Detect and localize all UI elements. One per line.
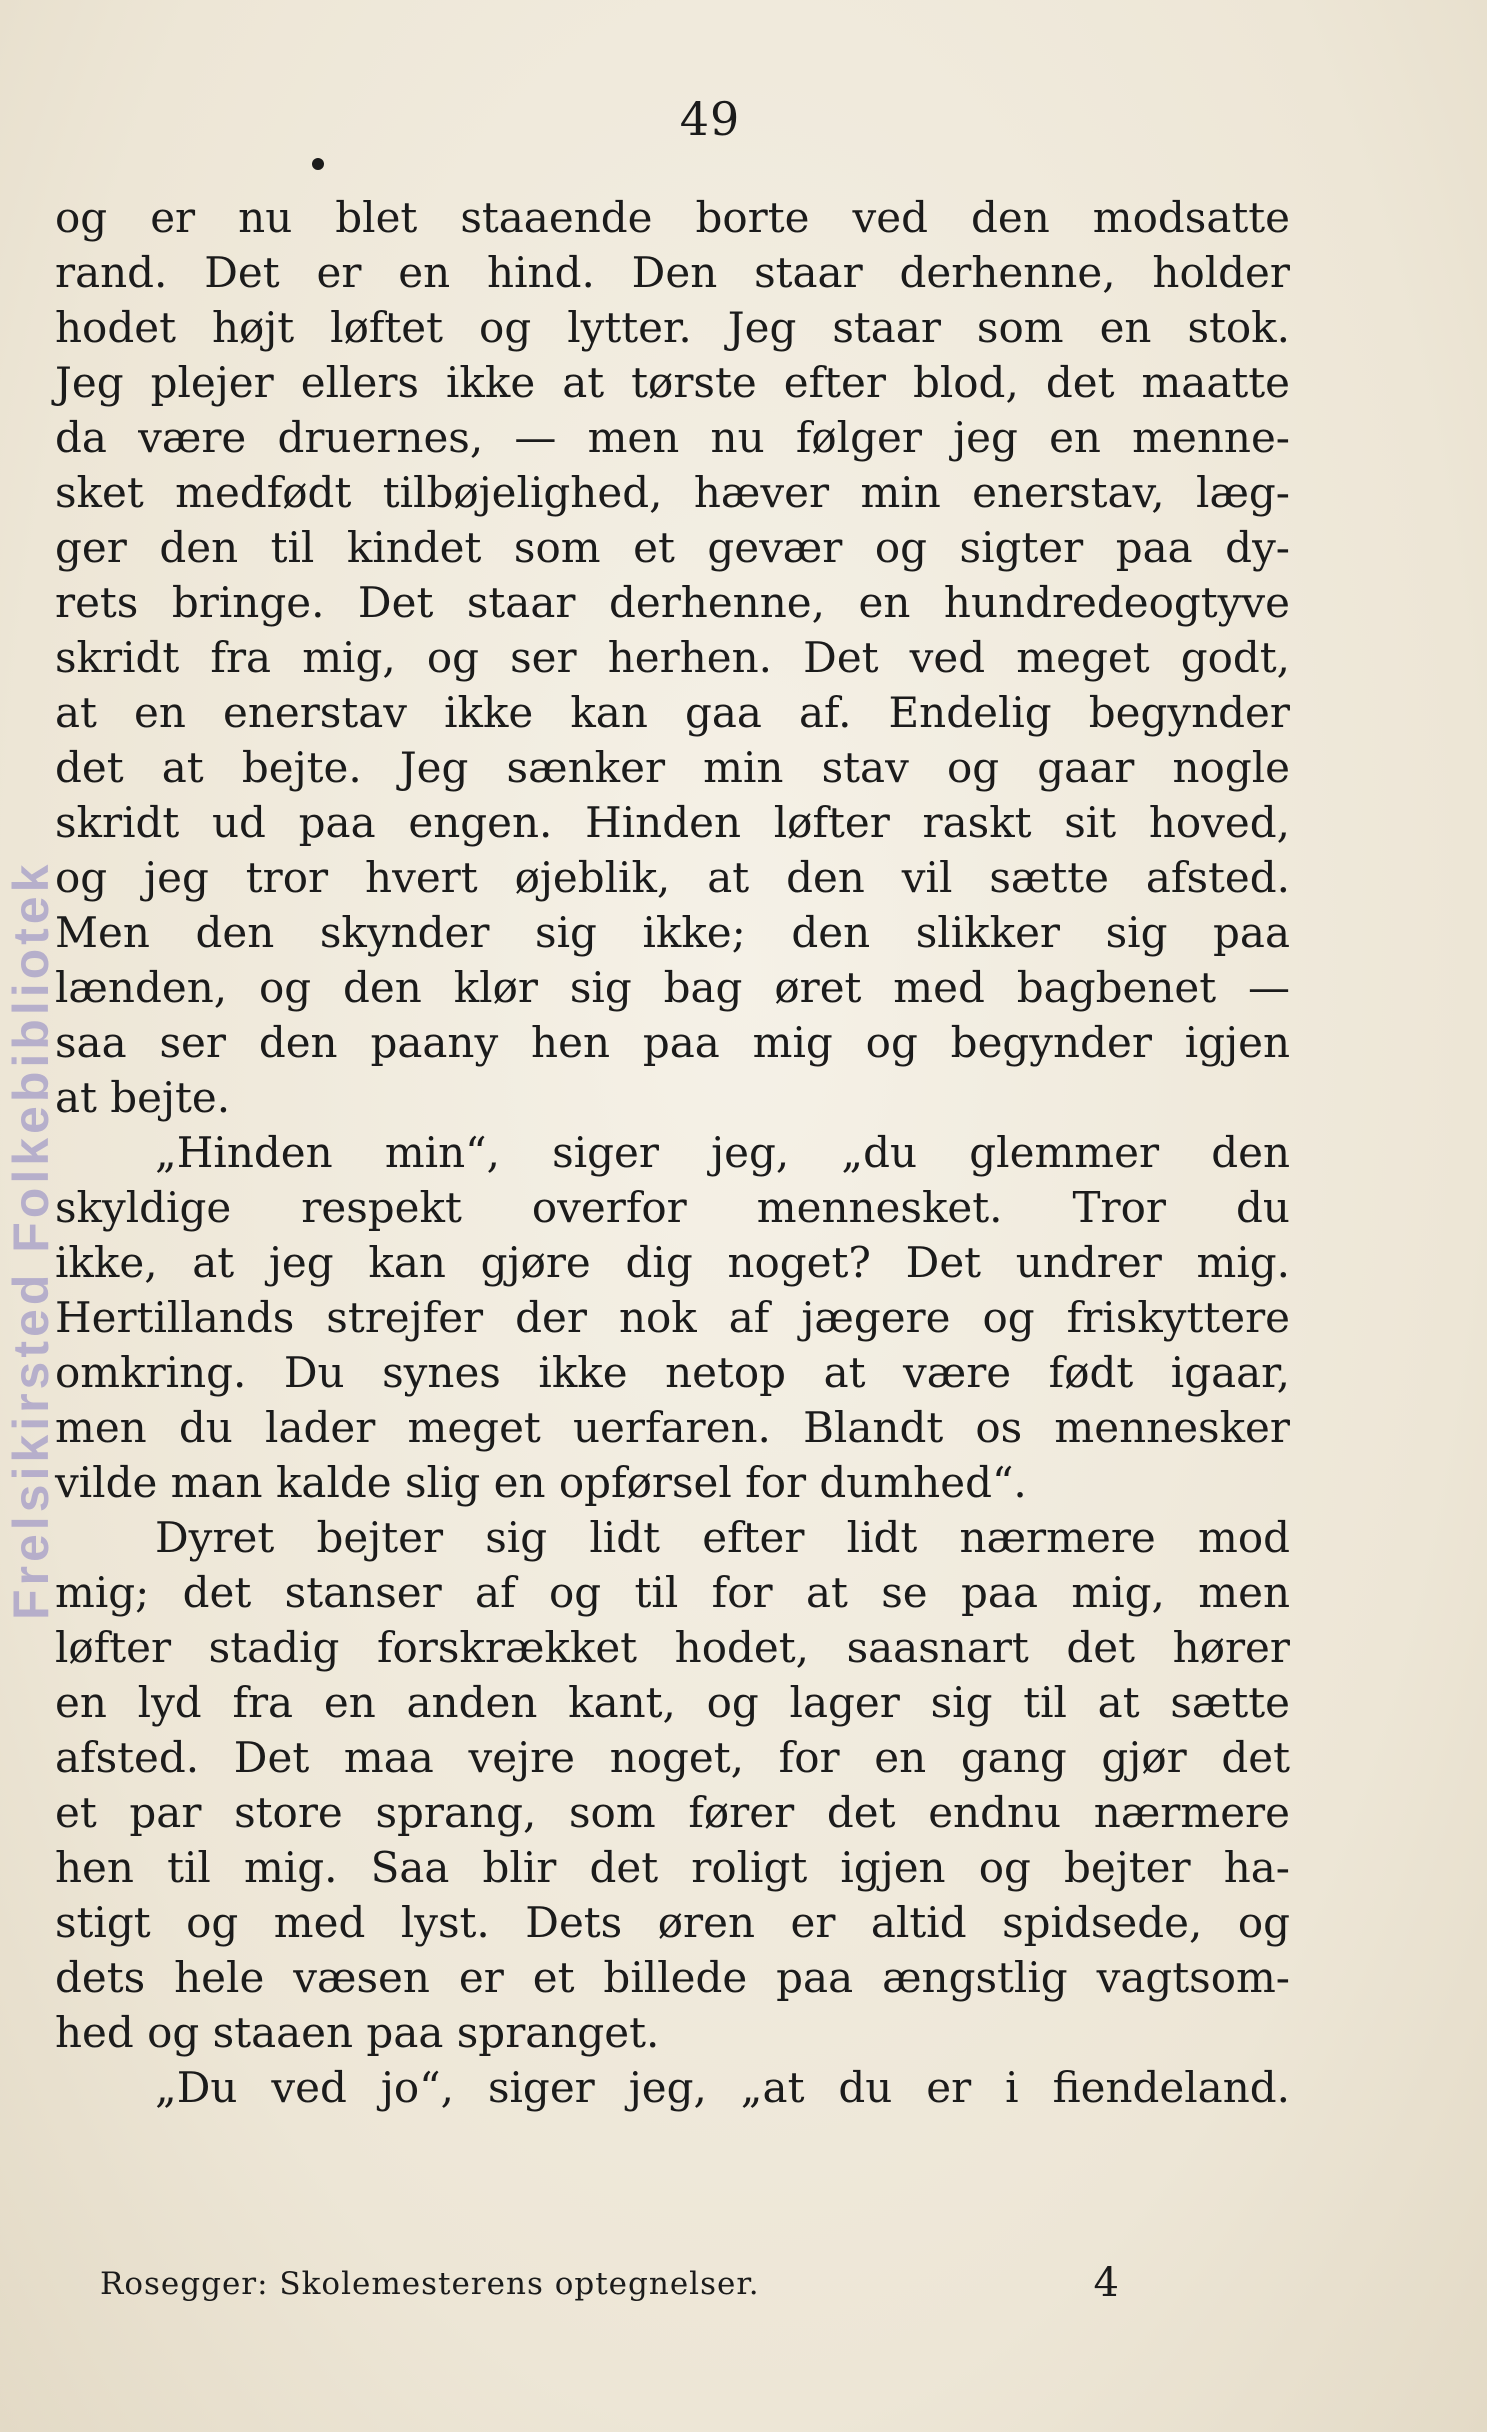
text-line: mig; det stanser af og til for at se paa mig, men — [55, 1568, 1290, 1617]
text-line: „Du ved jo“, siger jeg, „at du er i fiendeland. — [155, 2063, 1290, 2112]
text-line: dets hele væsen er et billede paa ængstlig vagtsom- — [55, 1953, 1290, 2002]
text-line: da være druernes, — men nu følger jeg en menne- — [55, 413, 1290, 462]
text-line: rets bringe. Det staar derhenne, en hundredeogtyve — [55, 578, 1290, 627]
text-line: skyldige respekt overfor mennesket. Tror du — [55, 1183, 1290, 1232]
library-stamp: Frelsikirsted Folkebibliotek — [3, 860, 59, 1620]
text-line: hodet højt løftet og lytter. Jeg staar som en stok. — [55, 303, 1290, 352]
text-line: og jeg tror hvert øjeblik, at den vil sætte afsted. — [55, 853, 1290, 902]
text-line: vilde man kalde slig en opførsel for dumhed“. — [55, 1458, 1027, 1507]
text-line: stigt og med lyst. Dets øren er altid spidsede, og — [55, 1898, 1290, 1947]
text-line: lænden, og den klør sig bag øret med bagbenet — — [55, 963, 1290, 1012]
text-line: et par store sprang, som fører det endnu nærmere — [55, 1788, 1290, 1837]
text-line: skridt fra mig, og ser herhen. Det ved meget godt, — [55, 633, 1290, 682]
text-line: hen til mig. Saa blir det roligt igjen og bejter ha- — [55, 1843, 1290, 1892]
text-line: og er nu blet staaende borte ved den modsatte — [55, 193, 1290, 242]
text-line: afsted. Det maa vejre noget, for en gang gjør det — [55, 1733, 1290, 1782]
text-line: hed og staaen paa spranget. — [55, 2008, 660, 2057]
body-text — [55, 190, 1290, 2115]
text-line: ger den til kindet som et gevær og sigter paa dy- — [55, 523, 1290, 572]
text-line: skridt ud paa engen. Hinden løfter raskt sit hoved, — [55, 798, 1290, 847]
text-line: det at bejte. Jeg sænker min stav og gaar nogle — [55, 743, 1290, 792]
text-line: men du lader meget uerfaren. Blandt os mennesker — [55, 1403, 1290, 1452]
text-line: sket medfødt tilbøjelighed, hæver min enerstav, læg- — [55, 468, 1290, 517]
page-footer — [100, 2260, 1120, 2306]
text-line: „Hinden min“, siger jeg, „du glemmer den — [155, 1128, 1290, 1177]
text-line: Dyret bejter sig lidt efter lidt nærmere mod — [155, 1513, 1290, 1562]
signature-mark: 4 — [1093, 2260, 1120, 2306]
text-line: at bejte. — [55, 1073, 231, 1122]
text-line: Men den skynder sig ikke; den slikker sig paa — [55, 908, 1290, 957]
ink-dot — [312, 158, 324, 170]
text-line: saa ser den paany hen paa mig og begynder igjen — [55, 1018, 1290, 1067]
text-line: en lyd fra en anden kant, og lager sig til at sætte — [55, 1678, 1290, 1727]
text-line: løfter stadig forskrækket hodet, saasnart det hører — [55, 1623, 1290, 1672]
text-line: omkring. Du synes ikke netop at være født igaar, — [55, 1348, 1290, 1397]
text-line: ikke, at jeg kan gjøre dig noget? Det undrer mig. — [55, 1238, 1290, 1287]
text-line: Hertillands strejfer der nok af jægere og friskyttere — [55, 1293, 1290, 1342]
page-number: 49 — [679, 92, 741, 146]
footer-title: Rosegger: Skolemesterens optegnelser. — [100, 2266, 760, 2302]
text-line: at en enerstav ikke kan gaa af. Endelig begynder — [55, 688, 1290, 737]
text-line: rand. Det er en hind. Den staar derhenne, holder — [55, 248, 1290, 297]
text-line: Jeg plejer ellers ikke at tørste efter blod, det maatte — [55, 358, 1290, 407]
